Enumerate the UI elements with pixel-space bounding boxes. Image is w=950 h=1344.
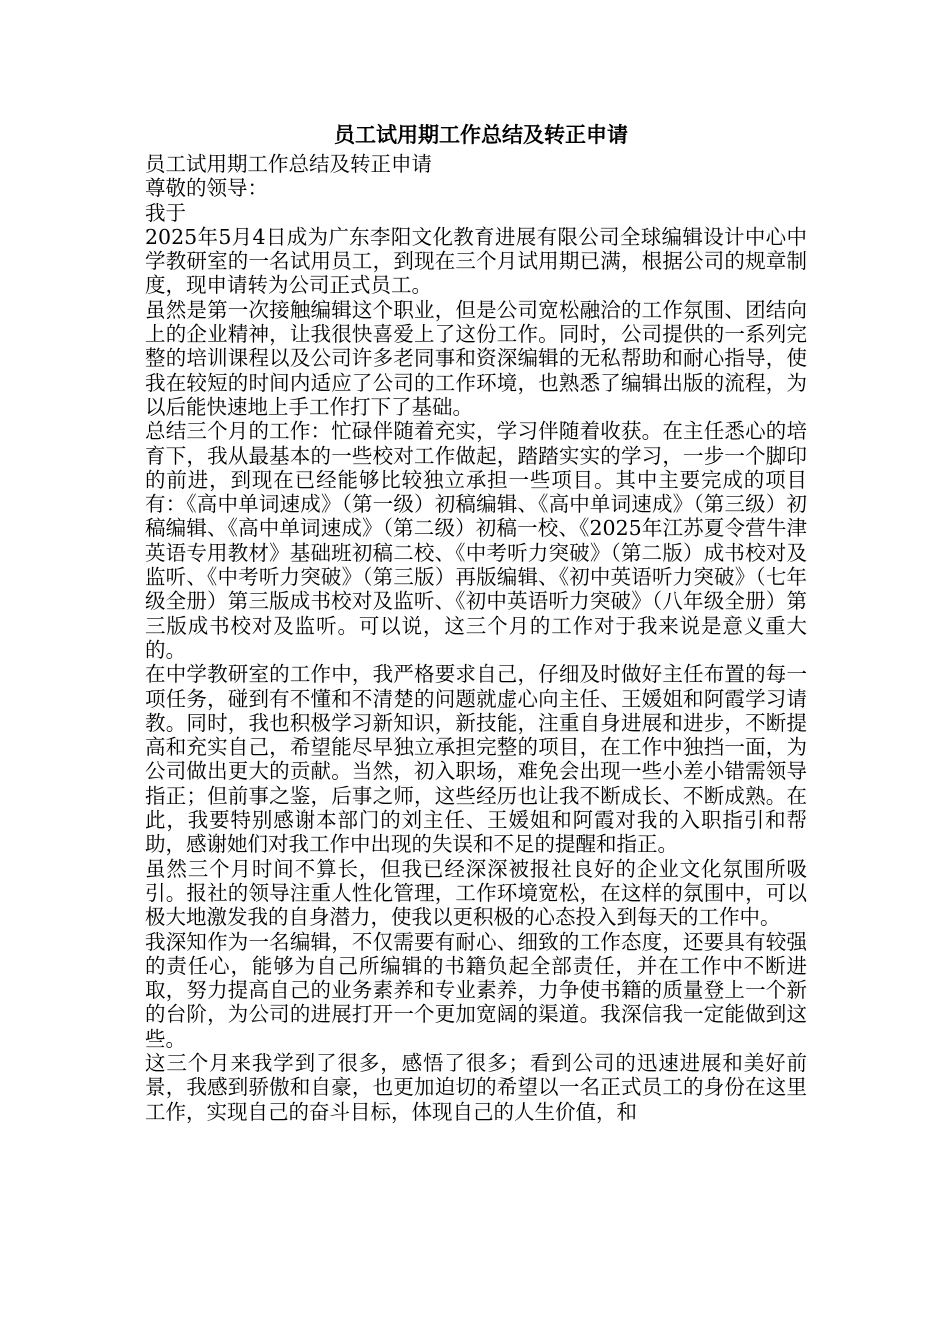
paragraph-work-summary: 总结三个月的工作：忙碌伴随着充实，学习伴随着收获。在主任悉心的培育下，我从最基本的一些校对工作做起，踏踏实实的学习，一步一个脚印的前进，到现在已经能够比较独立承担一些项目。其中主要完成的项目有：《高中单词速成》（第一级）初稿编辑、《高中单词速成》（第三级）初稿编辑、《高中单词速成》（第二级）初稿一校、《2025年江苏夏令营牛津英语专用教材》基础班初稿二校、《中考听力突破》（第二版）成书校对及监听、《中考听力突破》（第三版）再版编辑、《初中英语听力突破》（七年级全册）第三版成书校对及监听、《初中英语听力突破》（八年级全册）第三版成书校对及监听。可以说，这三个月的工作对于我来说是意义重大的。 [145,419,807,662]
paragraph-first-impression: 虽然是第一次接触编辑这个职业，但是公司宽松融洽的工作氛围、团结向上的企业精神，让我很快喜爱上了这份工作。同时，公司提供的一系列完整的培训课程以及公司许多老同事和资深编辑的无私帮助和耐心指导，使我在较短的时间内适应了公司的工作环境，也熟悉了编辑出版的流程，为以后能快速地上手工作打下了基础。 [145,297,807,419]
paragraph-editor-responsibility: 我深知作为一名编辑，不仅需要有耐心、细致的工作态度，还要具有较强的责任心，能够为自己所编辑的书籍负起全部责任，并在工作中不断进取，努力提高自己的业务素养和专业素养，力争使书籍的质量登上一个新的台阶，为公司的进展打开一个更加宽阔的渠道。我深信我一定能做到这些。 [145,929,807,1051]
document-page [145,120,807,1124]
paragraph-start-date: 2025年5月4日成为广东李阳文化教育进展有限公司全球编辑设计中心中学教研室的一名试用员工，到现在三个月试用期已满，根据公司的规章制度，现申请转为公司正式员工。 [145,224,807,298]
paragraph-closing: 这三个月来我学到了很多，感悟了很多；看到公司的迅速进展和美好前景，我感到骄傲和自豪，也更加迫切的希望以一名正式员工的身份在这里工作，实现自己的奋斗目标，体现自己的人生价值，和 [145,1050,807,1124]
paragraph-intro: 我于 [145,200,186,225]
paragraph-salutation: 尊敬的领导： [145,176,268,201]
paragraph-self-requirements: 在中学教研室的工作中，我严格要求自己，仔细及时做好主任布置的每一项任务，碰到有不懂和不清楚的问题就虚心向主任、王媛姐和阿霞学习请教。同时，我也积极学习新知识，新技能，注重自身进展和进步，不断提高和充实自己，希望能尽早独立承担完整的项目，在工作中独挡一面，为公司做出更大的贡献。当然，初入职场，难免会出现一些小差小错需领导指正；但前事之鉴，后事之师，这些经历也让我不断成长、不断成熟。在此，我要特别感谢本部门的刘主任、王媛姐和阿霞对我的入职指引和帮助，感谢她们对我工作中出现的失误和不足的提醒和指正。 [145,662,807,857]
paragraph-company-culture: 虽然三个月时间不算长，但我已经深深被报社良好的企业文化氛围所吸引。报社的领导注重人性化管理，工作环境宽松，在这样的氛围中，可以极大地激发我的自身潜力，使我以更积极的心态投入到每天的工作中。 [145,856,807,930]
document-title: 员工试用期工作总结及转正申请 [334,123,628,147]
paragraph-subtitle: 员工试用期工作总结及转正申请 [145,152,432,176]
